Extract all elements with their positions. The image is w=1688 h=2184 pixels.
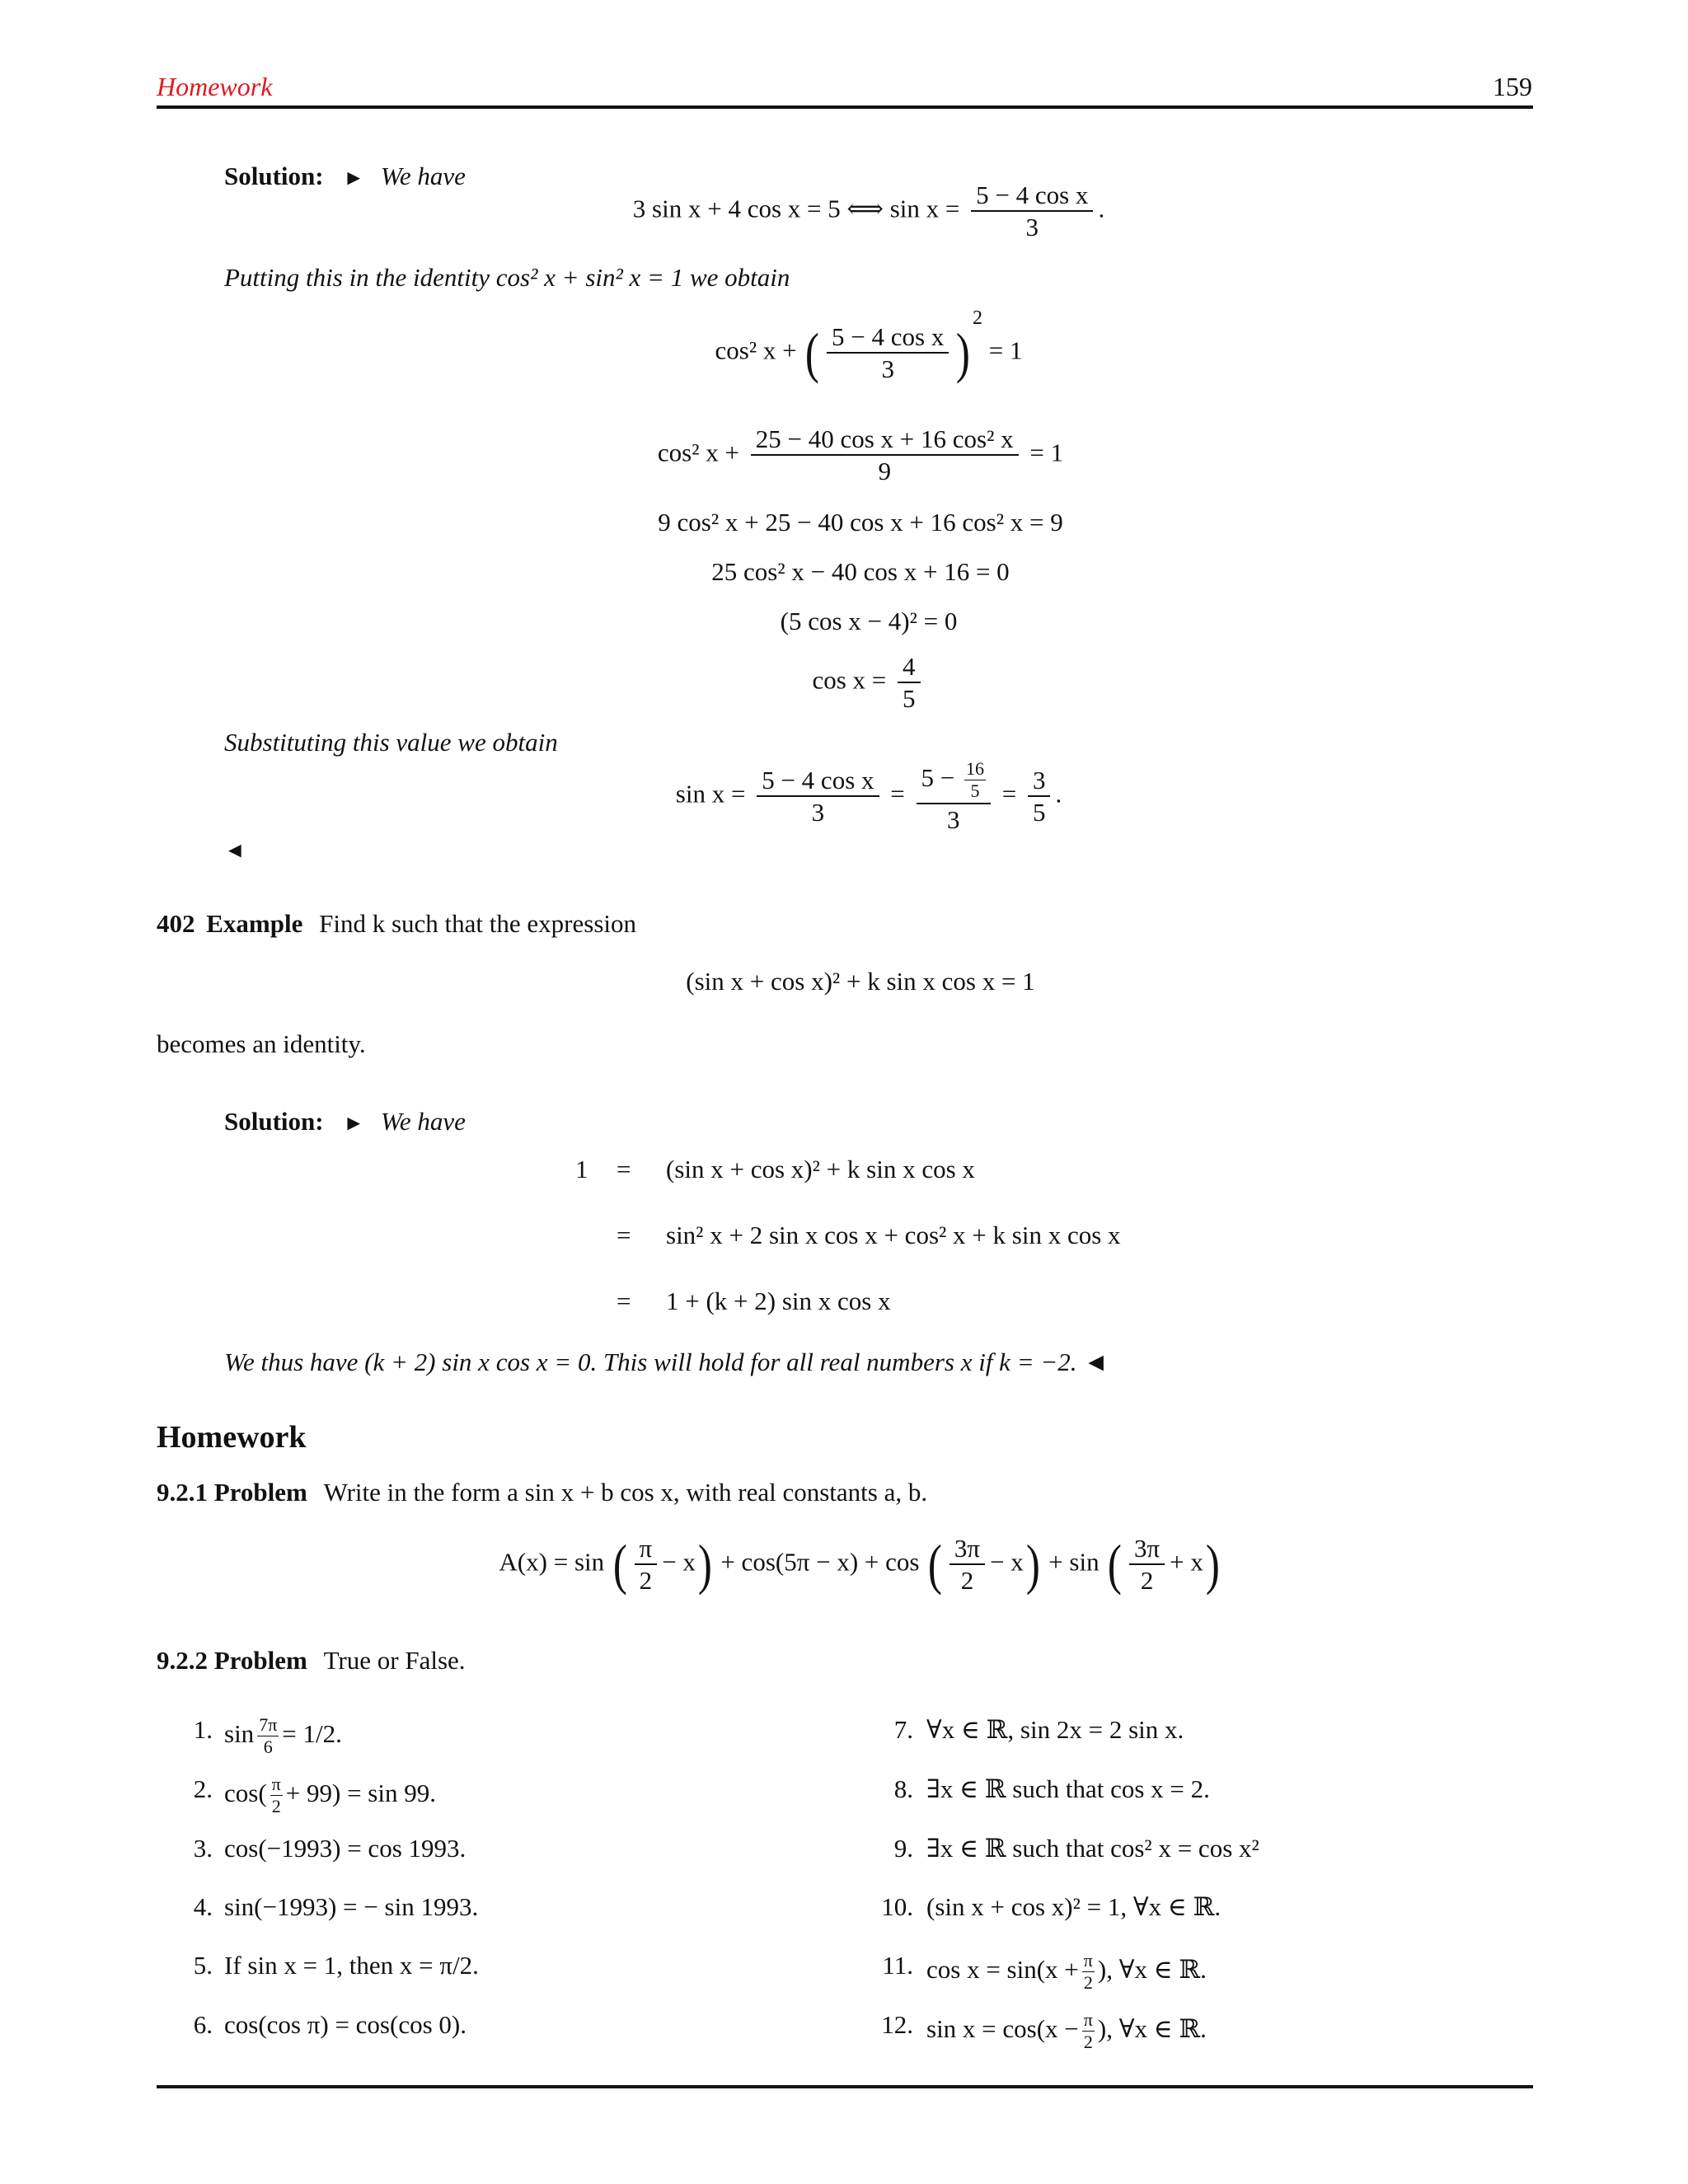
solution-open-marker: ► <box>343 1111 365 1135</box>
list-item-text <box>926 1950 1207 1994</box>
list-item-number: 12. <box>881 2010 913 2039</box>
list-item-text <box>224 1714 342 1759</box>
problem-number: 9.2.2 Problem <box>157 1646 307 1675</box>
example-label: Example <box>206 909 303 938</box>
list-item-number: 7. <box>893 1715 913 1744</box>
solution-lead: We have <box>380 1107 466 1136</box>
running-header-title: Homework <box>157 72 273 101</box>
fraction-denominator: 2 <box>271 1796 281 1817</box>
fraction-denominator: 5 <box>1032 798 1046 827</box>
fraction <box>1082 2009 1095 2054</box>
fraction <box>971 180 1093 242</box>
list-item-text: (sin x + cos x)² = 1, ∀x ∈ ℝ. <box>926 1892 1221 1921</box>
fraction-denominator: 2 <box>960 1566 974 1596</box>
fraction <box>757 765 879 827</box>
middle-terms: + cos(5π − x) + cos <box>720 1547 920 1577</box>
step-lhs: cos² x + <box>657 438 739 467</box>
fraction <box>635 1533 658 1596</box>
list-item-text: ∃x ∈ ℝ such that cos x = 2. <box>926 1774 1210 1803</box>
left-paren: ( <box>928 1533 943 1596</box>
fraction-denominator: 2 <box>1140 1566 1154 1596</box>
fraction-numerator <box>917 758 991 804</box>
fraction <box>270 1774 283 1818</box>
numerator-text: 5 − <box>921 763 955 792</box>
text-part: ), ∀x ∈ ℝ. <box>1097 2014 1207 2043</box>
aligned-row-2-rhs: sin² x + 2 sin x cos x + cos² x + k sin x cos x <box>666 1221 1121 1249</box>
fraction <box>1082 1950 1095 1994</box>
fraction-denominator: 5 <box>970 780 980 802</box>
list-item-number: 9. <box>893 1834 913 1863</box>
list-item-text: ∃x ∈ ℝ such that cos² x = cos x² <box>926 1834 1259 1863</box>
term: + x <box>1170 1547 1203 1577</box>
fraction-numerator: 16 <box>964 758 986 780</box>
putting-text: Putting this in the identity cos² x + sin² x = 1 we obtain <box>224 263 790 292</box>
text-part: cos x = sin(x + <box>926 1955 1079 1984</box>
step-rhs: = 1 <box>1029 438 1064 467</box>
left-paren: ( <box>612 1533 627 1596</box>
fraction <box>898 651 921 714</box>
right-paren: ) <box>956 321 971 385</box>
list-item-number: 10. <box>881 1892 913 1921</box>
solution2-conclusion: We thus have (k + 2) sin x cos x = 0. This will hold for all real numbers x if k = −2. ◄ <box>224 1347 1109 1376</box>
fraction <box>751 424 1019 486</box>
list-item-text <box>926 2009 1207 2054</box>
list-item-number: 8. <box>893 1774 913 1803</box>
fraction-numerator: 5 − 4 cos x <box>757 765 879 797</box>
list-item-number: 2. <box>193 1774 213 1803</box>
fraction-denominator: 3 <box>946 804 960 834</box>
aligned-row-2-eq: = <box>617 1221 631 1249</box>
right-paren: ) <box>1205 1533 1220 1596</box>
fraction-numerator: 5 − 4 cos x <box>827 321 949 354</box>
fraction <box>257 1714 279 1759</box>
solution-lead: We have <box>380 162 466 190</box>
step-lhs: cos x = <box>812 665 887 695</box>
solution-open-marker: ► <box>343 166 365 190</box>
fraction-numerator: 5 − 4 cos x <box>971 180 1093 212</box>
equation-lhs: 3 sin x + 4 cos x = 5 ⟺ sin x = <box>632 194 960 223</box>
example-number: 402 <box>157 909 195 938</box>
fraction-denominator: 2 <box>639 1566 653 1596</box>
text-part: sin <box>224 1719 255 1748</box>
header-rule <box>157 105 1533 109</box>
list-item-text: sin(−1993) = − sin 1993. <box>224 1892 479 1921</box>
homework-heading: Homework <box>157 1420 307 1455</box>
text-part: cos( <box>224 1779 267 1807</box>
problem-text: True or False. <box>323 1646 466 1675</box>
equation-final-sin: sin x = $\frac{\text{5 − 4 cos x}}{3}$ = 5 − $\frac{16}{5}$ 3 = $\frac{3}{5}$ . <box>675 758 1062 834</box>
fraction-numerator: 25 − 40 cos x + 16 cos² x <box>751 424 1019 456</box>
substituting-text: Substituting this value we obtain <box>224 728 558 757</box>
step-rhs: = 1 <box>988 335 1023 365</box>
list-item-number: 6. <box>193 2010 213 2039</box>
problem-9-2-2 <box>157 1645 466 1675</box>
problem-9-2-1-equation <box>16 1533 1688 1596</box>
list-item-text: cos(−1993) = cos 1993. <box>224 1834 467 1863</box>
aligned-row-3-eq: = <box>617 1286 631 1315</box>
aligned-row-1-lhs: 1 <box>575 1155 588 1183</box>
fraction-numerator: 3π <box>1129 1533 1165 1565</box>
fraction-numerator: 4 <box>898 651 921 683</box>
list-item-text: If sin x = 1, then x = π/2. <box>224 1951 479 1980</box>
fraction-denominator: 9 <box>878 457 891 486</box>
example-text: Find k such that the expression <box>319 909 636 938</box>
fraction-numerator: π <box>270 1774 283 1796</box>
step-lhs: cos² x + <box>715 335 797 365</box>
fraction-denominator: 2 <box>1083 2032 1093 2053</box>
fraction-numerator: π <box>1082 2009 1095 2032</box>
fraction <box>1028 765 1051 827</box>
list-item-text: ∀x ∈ ℝ, sin 2x = 2 sin x. <box>926 1715 1184 1744</box>
fraction <box>917 758 991 835</box>
fraction-denominator: 2 <box>1083 1972 1093 1994</box>
fraction <box>1129 1533 1165 1596</box>
aligned-row-1-rhs: (sin x + cos x)² + k sin x cos x <box>666 1155 975 1183</box>
fraction-numerator: π <box>1082 1950 1095 1972</box>
fraction-numerator: 7π <box>257 1714 279 1736</box>
left-paren: ( <box>1108 1533 1123 1596</box>
footer-rule <box>157 2085 1533 2088</box>
derivation-step-1: cos² x + ( $\frac{\text{5 − 4 cos x}}{3}$ )$^2$ = 1 <box>715 307 1023 385</box>
list-item-number: 5. <box>193 1951 213 1980</box>
term: − x <box>990 1547 1024 1577</box>
solution-label: Solution: <box>224 162 324 190</box>
plus-sin: + sin <box>1048 1547 1100 1577</box>
fraction-denominator: 3 <box>881 354 894 384</box>
problem-number: 9.2.1 Problem <box>157 1478 307 1507</box>
equation-lhs: A(x) = sin <box>499 1547 605 1577</box>
fraction-denominator: 3 <box>811 798 825 827</box>
fraction-denominator: 5 <box>903 684 916 714</box>
list-item-number: 3. <box>193 1834 213 1863</box>
fraction-denominator: 6 <box>263 1736 273 1758</box>
equation-sin-from-identity: 3 sin x + 4 cos x = 5 ⟺ sin x = $\frac{\text{5 − 4 cos x}}{3}$ . <box>632 180 1105 242</box>
example-equation: (sin x + cos x)² + k sin x cos x = 1 <box>686 967 1035 996</box>
fraction-denominator: 3 <box>1025 213 1039 242</box>
solution-label: Solution: <box>224 1107 324 1136</box>
fraction-numerator: π <box>635 1533 658 1565</box>
equation-lhs: sin x = <box>675 779 746 808</box>
right-paren: ) <box>697 1533 712 1596</box>
nested-fraction <box>964 758 986 803</box>
right-paren: ) <box>1025 1533 1040 1596</box>
list-item-text <box>224 1774 436 1818</box>
example-after-text: becomes an identity. <box>157 1029 366 1058</box>
page-number: 159 <box>1493 72 1532 101</box>
derivation-step-2 <box>16 424 1688 486</box>
fraction <box>950 1533 985 1596</box>
text-part: ), ∀x ∈ ℝ. <box>1097 1955 1207 1984</box>
term: − x <box>662 1547 696 1577</box>
fraction-numerator: 3 <box>1028 765 1051 797</box>
aligned-row-3-rhs: 1 + (k + 2) sin x cos x <box>666 1286 891 1315</box>
derivation-step-6 <box>25 651 1688 714</box>
solution2-intro <box>224 1106 466 1137</box>
list-item-number: 1. <box>193 1715 213 1744</box>
text-part: sin x = cos(x − <box>926 2014 1079 2043</box>
text-part: = 1/2. <box>282 1719 342 1748</box>
list-item-text: cos(cos π) = cos(cos 0). <box>224 2010 467 2039</box>
fraction <box>827 321 949 384</box>
problem-9-2-1 <box>157 1477 927 1507</box>
derivation-step-5: (5 cos x − 4)² = 0 <box>780 607 958 635</box>
text-part: + 99) = sin 99. <box>285 1779 436 1807</box>
list-item-number: 11. <box>882 1951 913 1980</box>
problem-text: Write in the form a sin x + b cos x, with real constants a, b. <box>323 1478 928 1507</box>
example-402 <box>157 908 636 939</box>
derivation-step-4: 25 cos² x − 40 cos x + 16 = 0 <box>711 557 1010 586</box>
solution-close-marker: ◄ <box>224 838 246 862</box>
aligned-row-1-eq: = <box>617 1155 631 1183</box>
derivation-step-3: 9 cos² x + 25 − 40 cos x + 16 cos² x = 9 <box>658 508 1063 537</box>
list-item-number: 4. <box>193 1892 213 1921</box>
left-paren: ( <box>805 321 820 385</box>
fraction-numerator: 3π <box>950 1533 985 1565</box>
